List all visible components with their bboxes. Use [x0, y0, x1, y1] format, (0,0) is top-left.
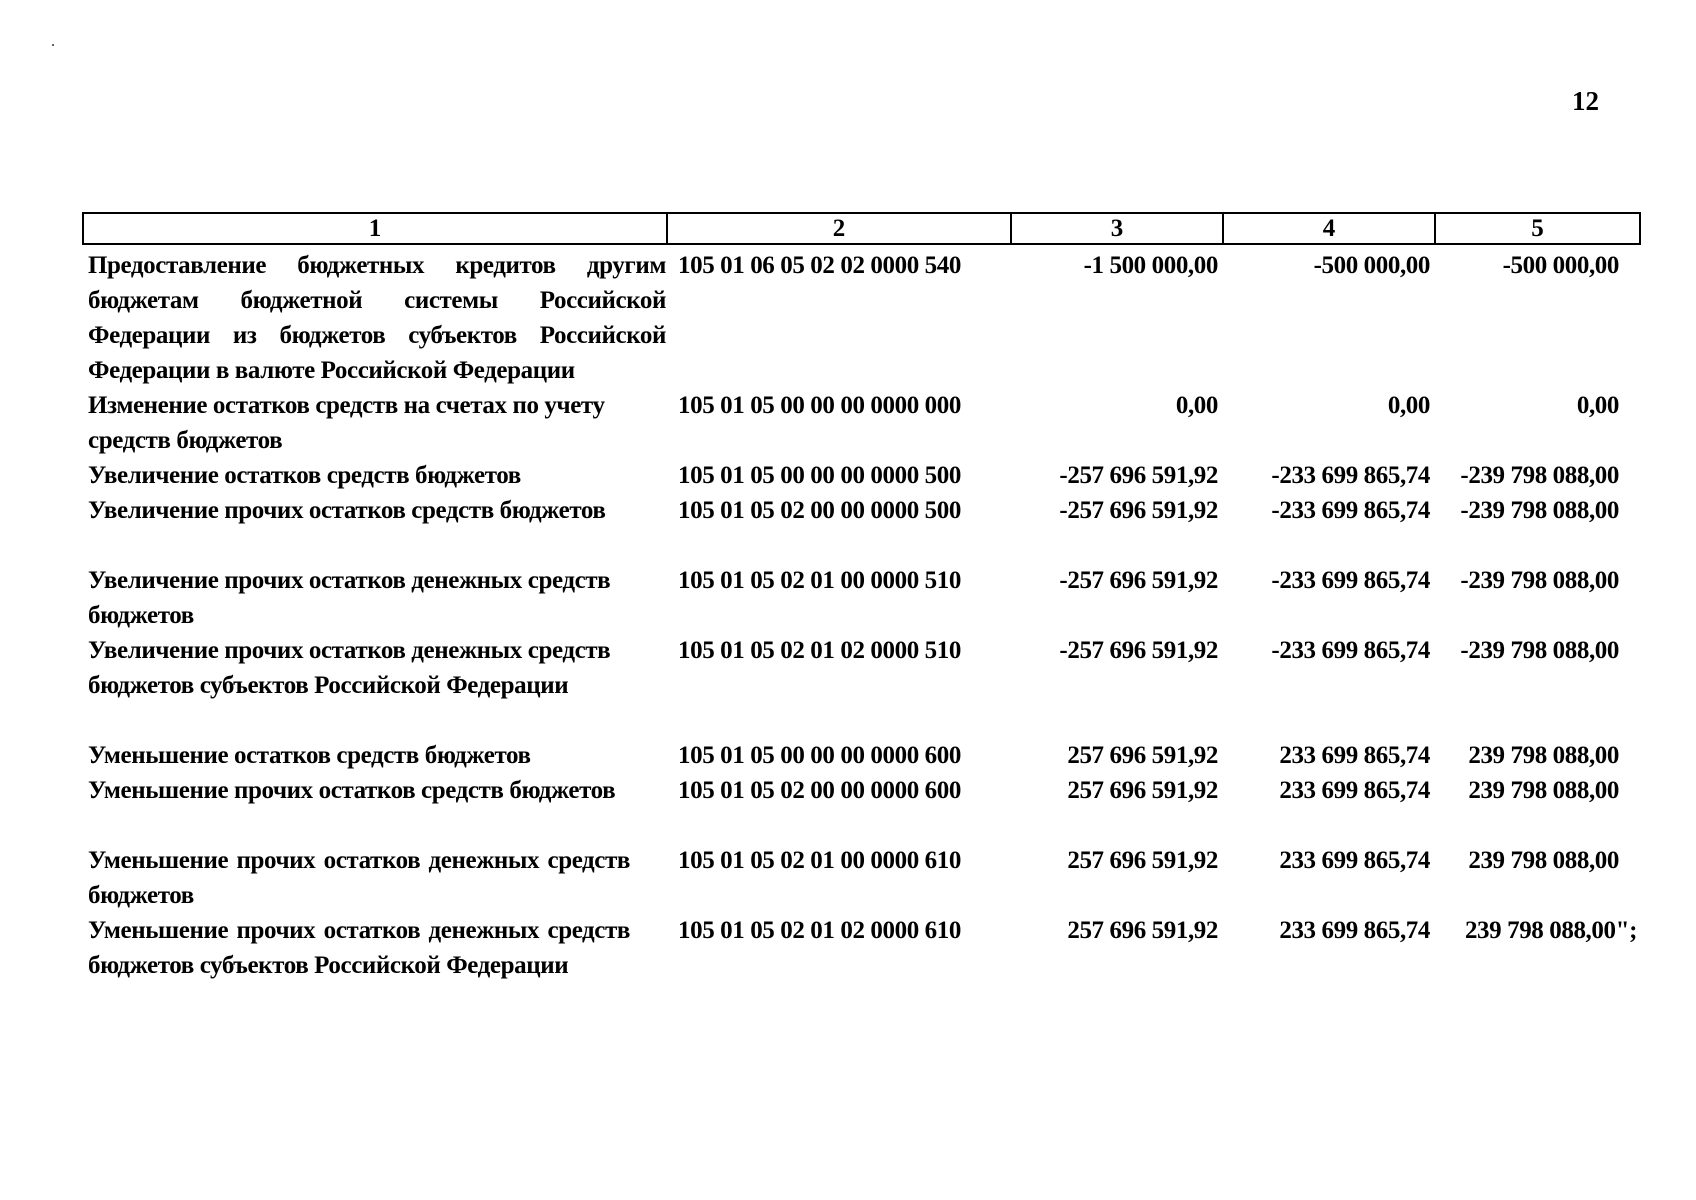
row-value-col4: -233 699 865,74: [1271, 567, 1430, 594]
header-cell-3: 3: [1012, 214, 1224, 243]
row-name: Уменьшение прочих остатков денежных средств бюджетов: [88, 847, 630, 909]
table-row: [82, 738, 1641, 773]
row-name: Увеличение прочих остатков денежных средств бюджетов: [88, 567, 611, 629]
row-code: 105 01 05 02 01 00 0000 510: [678, 567, 961, 594]
row-name: Уменьшение остатков средств бюджетов: [88, 742, 531, 769]
row-name: Уменьшение прочих остатков денежных средств бюджетов субъектов Российской Федерации: [88, 917, 630, 979]
header-cell-4: 4: [1224, 214, 1436, 243]
row-value-col5: -239 798 088,00: [1460, 637, 1619, 664]
row-value-col3: 0,00: [1175, 392, 1218, 419]
row-value-col4: 233 699 865,74: [1279, 777, 1430, 804]
table-row: [82, 458, 1641, 493]
row-value-col5: -500 000,00: [1502, 252, 1619, 279]
row-spacer: [82, 528, 1641, 563]
row-code: 105 01 05 00 00 00 0000 000: [678, 392, 961, 419]
row-value-col5: -239 798 088,00: [1460, 497, 1619, 524]
page-number: 12: [1572, 86, 1599, 116]
row-code: 105 01 05 00 00 00 0000 500: [678, 462, 961, 489]
budget-sources-table: [82, 248, 1641, 983]
row-value-col5: 0,00: [1576, 392, 1619, 419]
table-row: [82, 388, 1641, 458]
row-code: 105 01 05 00 00 00 0000 600: [678, 742, 961, 769]
row-value-col3: 257 696 591,92: [1067, 917, 1218, 944]
row-value-col4: 233 699 865,74: [1279, 847, 1430, 874]
header-cell-2: 2: [668, 214, 1012, 243]
row-name: Уменьшение прочих остатков средств бюджетов: [88, 777, 616, 804]
row-name: Увеличение прочих остатков средств бюджетов: [88, 497, 606, 524]
table-row: [82, 843, 1641, 913]
row-code: 105 01 05 02 00 00 0000 600: [678, 777, 961, 804]
row-spacer: [82, 808, 1641, 843]
row-value-col5: 239 798 088,00: [1468, 777, 1619, 804]
row-name: Увеличение прочих остатков денежных средств бюджетов субъектов Российской Федерации: [88, 637, 611, 699]
row-value-col3: 257 696 591,92: [1067, 742, 1218, 769]
header-cell-5: 5: [1531, 215, 1544, 242]
row-code: 105 01 05 02 00 00 0000 500: [678, 497, 961, 524]
row-value-col3: -257 696 591,92: [1059, 637, 1218, 664]
row-name: Изменение остатков средств на счетах по учету средств бюджетов: [88, 392, 605, 454]
table-row: [82, 563, 1641, 633]
table-row: [82, 913, 1641, 983]
row-value-col4: 233 699 865,74: [1279, 742, 1430, 769]
row-value-col3: -257 696 591,92: [1059, 497, 1218, 524]
table-row: [82, 248, 1641, 388]
row-value-col4: -233 699 865,74: [1271, 497, 1430, 524]
scan-speck: [52, 44, 54, 46]
row-value-col4: -233 699 865,74: [1271, 462, 1430, 489]
row-code: 105 01 06 05 02 02 0000 540: [678, 252, 961, 279]
row-value-col5: -239 798 088,00: [1460, 462, 1619, 489]
row-value-col4: -233 699 865,74: [1271, 637, 1430, 664]
row-value-col5: 239 798 088,00: [1468, 742, 1619, 769]
row-value-col3: -1 500 000,00: [1083, 252, 1218, 279]
row-value-col4: 233 699 865,74: [1279, 917, 1430, 944]
row-code: 105 01 05 02 01 02 0000 610: [678, 917, 961, 944]
row-value-col3: -257 696 591,92: [1059, 462, 1218, 489]
row-name: Предоставление бюджетных кредитов другим бюджетам бюджетной системы Российской Федерации из бюджетов субъектов Российской Федерации в валюте Российской Федерации: [88, 252, 666, 384]
row-value-col3: 257 696 591,92: [1067, 847, 1218, 874]
header-cell-1: 1: [84, 214, 668, 243]
table-row: [82, 633, 1641, 703]
row-value-col5: -239 798 088,00: [1460, 567, 1619, 594]
row-code: 105 01 05 02 01 00 0000 610: [678, 847, 961, 874]
row-value-col3: -257 696 591,92: [1059, 567, 1218, 594]
row-value-col5: 239 798 088,00";: [1464, 917, 1637, 944]
row-value-col3: 257 696 591,92: [1067, 777, 1218, 804]
row-name: Увеличение остатков средств бюджетов: [88, 462, 521, 489]
table-header-row: [82, 212, 1641, 245]
row-spacer: [82, 703, 1641, 738]
row-code: 105 01 05 02 01 02 0000 510: [678, 637, 961, 664]
row-value-col5: 239 798 088,00: [1468, 847, 1619, 874]
row-value-col4: 0,00: [1387, 392, 1430, 419]
table-row: [82, 773, 1641, 808]
table-row: [82, 493, 1641, 528]
row-value-col4: -500 000,00: [1313, 252, 1430, 279]
